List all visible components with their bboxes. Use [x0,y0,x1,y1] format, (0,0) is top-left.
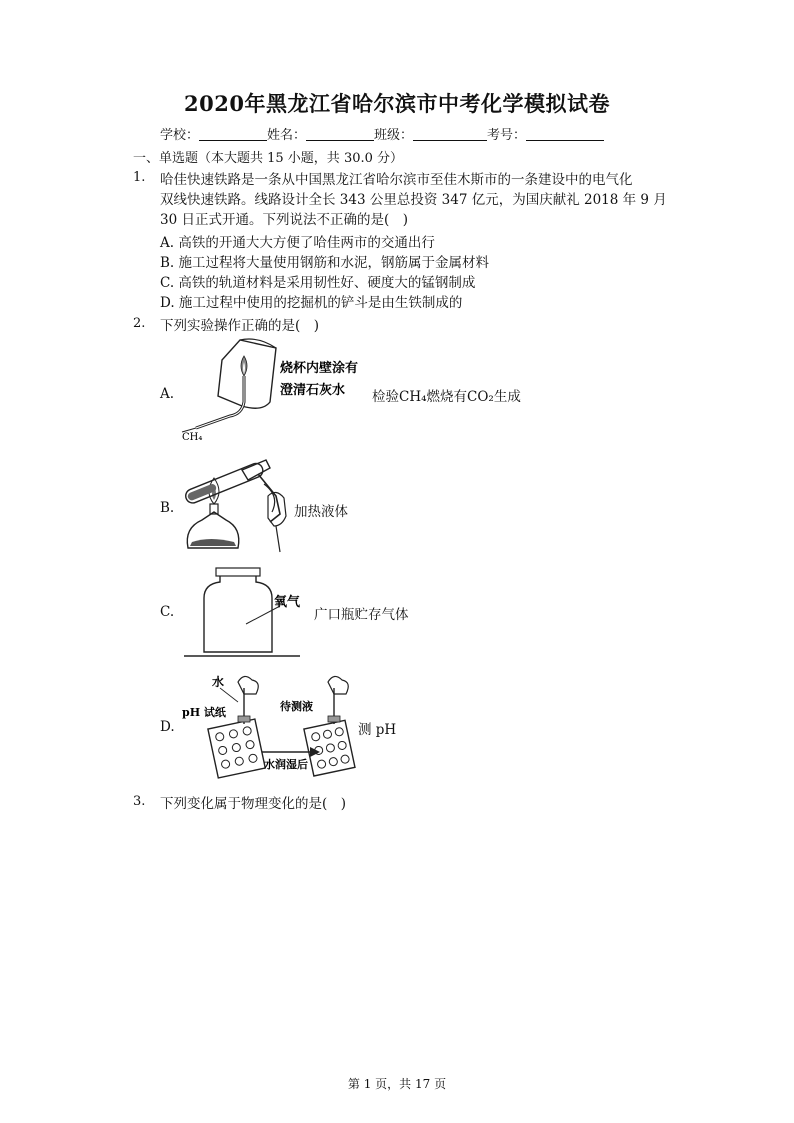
q2-option-c-label[interactable]: C. [160,604,175,620]
school-blank[interactable] [199,128,267,141]
exam-no-blank[interactable] [526,128,604,141]
page-title: 2020年黑龙江省哈尔滨市中考化学模拟试卷 [184,91,610,116]
q1-number: 1. [133,170,146,185]
q1-stem-line-3: 30 日正式开通。下列说法不正确的是( ) [160,212,409,228]
q3-number: 3. [133,794,146,809]
q3-stem: 下列变化属于物理变化的是( ) [160,796,347,812]
ph-test-figure [182,672,362,782]
beaker-ch4-figure [178,336,368,446]
student-info-line [160,124,604,143]
oxygen-label: 氧气 [274,595,301,610]
q2-option-b-label[interactable]: B. [160,500,175,516]
ph-paper-label: pH 试纸 [182,706,226,719]
name-label: 姓名： [267,128,307,143]
q1-option-c[interactable]: C. 高铁的轨道材料是采用韧性好、硬度大的锰钢制成 [160,275,476,291]
heating-liquid-figure [180,456,290,556]
page-footer: 第 1 页，共 17 页 [347,1077,447,1091]
q2-option-d-caption: 测 pH [358,722,397,738]
ch4-label: CH₄ [182,432,203,443]
q1-option-b[interactable]: B. 施工过程将大量使用钢筋和水泥，钢筋属于金属材料 [160,255,490,271]
test-solution-label: 待测液 [280,700,313,713]
q1-stem-line-1: 哈佳快速铁路是一条从中国黑龙江省哈尔滨市至佳木斯市的一条建设中的电气化 [160,172,633,188]
class-blank[interactable] [413,128,487,141]
q2-option-a-caption: 检验CH₄燃烧有CO₂生成 [372,389,521,405]
name-blank[interactable] [306,128,374,141]
q1-option-d[interactable]: D. 施工过程中使用的挖掘机的铲斗是由生铁制成的 [160,295,463,311]
q1-stem-line-2: 双线快速铁路。线路设计全长 343 公里总投资 347 亿元，为国庆献礼 2018 年 9 月 [160,192,667,208]
q2-number: 2. [133,316,146,331]
water-label: 水 [212,675,225,689]
exam-no-label: 考号： [487,128,527,143]
beaker-note-line-1: 烧杯内壁涂有 [280,361,359,376]
q2-option-c-caption: 广口瓶贮存气体 [314,607,409,623]
q1-option-a[interactable]: A. 高铁的开通大大方便了哈佳两市的交通出行 [160,235,435,251]
q2-option-a-label[interactable]: A. [160,386,175,402]
wet-with-water-label: 水润湿后 [264,758,308,771]
school-label: 学校： [160,128,200,143]
q2-option-d-label[interactable]: D. [160,719,175,735]
beaker-note-line-2: 澄清石灰水 [280,383,346,398]
wide-mouth-bottle-figure [184,566,314,662]
q2-option-b-caption: 加热液体 [294,504,348,520]
section-heading: 一、单选题（本大题共 15 小题，共 30.0 分） [133,151,404,166]
q2-stem: 下列实验操作正确的是( ) [160,318,320,334]
class-label: 班级： [374,128,414,143]
